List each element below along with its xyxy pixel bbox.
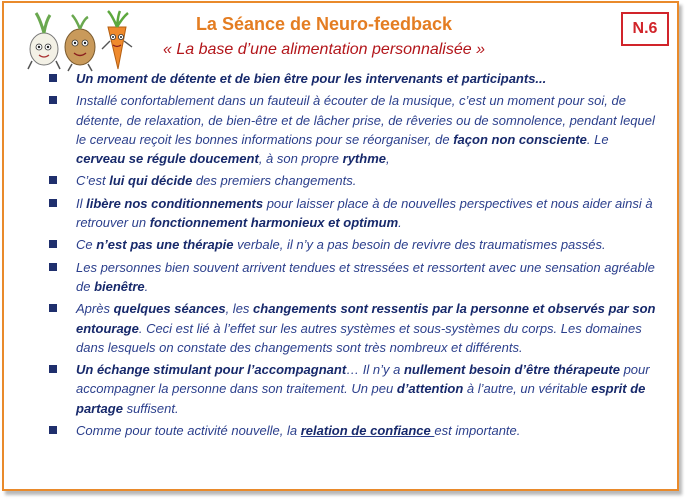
emphasis-text: d’attention	[396, 381, 464, 397]
bullet-text: Comme pour toute activité nouvelle, la	[76, 423, 301, 439]
bullet-text: .	[144, 278, 149, 294]
bullet-text: , les	[225, 301, 254, 317]
bullet-text: . Le	[586, 131, 609, 147]
square-bullet-icon	[49, 240, 57, 248]
emphasis-text: fonctionnement harmonieux et optimum	[149, 215, 399, 231]
bullet-text: C’est	[76, 173, 110, 189]
emphasis-text: lui qui décide	[109, 173, 193, 189]
document-code-badge: N.6	[621, 12, 669, 46]
bullet-text: Installé confortablement dans un fauteuil à écouter de la musique, c’est un moment pour soi, de détente, de relaxation, de bien-être et de lâcher prise, de rêveries ou de somnolence, pendant lequel le cerveau reçoit les bonnes informations pour se réorganiser, de	[76, 93, 655, 147]
square-bullet-icon	[49, 365, 57, 373]
page-title: La Séance de Neuro-feedback	[195, 14, 453, 34]
emphasis-text: relation de confiance	[300, 423, 435, 439]
bullet-text: des premiers changements.	[192, 173, 357, 189]
emphasis-text: Un échange stimulant pour l’accompagnant	[76, 362, 347, 378]
bullet-item	[4, 91, 669, 168]
bullet-text: … Il n’y a	[346, 362, 404, 378]
emphasis-text: cerveau se régule doucement	[76, 151, 259, 167]
bullet-item	[4, 194, 669, 233]
emphasis-text: n’est pas une thérapie	[96, 237, 234, 253]
square-bullet-icon	[49, 304, 57, 312]
bullet-text: Après	[76, 301, 114, 317]
square-bullet-icon	[49, 199, 57, 207]
bullet-text: suffisent.	[122, 400, 179, 416]
emphasis-text: bienêtre	[94, 278, 145, 294]
bullet-item	[4, 360, 669, 418]
bullet-text: Les personnes bien souvent arrivent tendues et stressées et ressortent avec une sensation agréable de	[76, 259, 655, 294]
bullet-list	[4, 69, 669, 440]
bullet-text: est importante.	[434, 423, 521, 439]
bullet-item	[4, 171, 669, 190]
bullet-text: pour accompagner la personne dans son traitement. Un peu	[76, 362, 650, 397]
square-bullet-icon	[49, 176, 57, 184]
bullet-item	[4, 299, 669, 357]
emphasis-text: Un moment de détente et de bien être pour les intervenants et participants...	[76, 71, 547, 86]
emphasis-text: quelques séances	[113, 301, 226, 317]
bullet-text: pour laisser place à de nouvelles perspectives et nous aider ainsi à retrouver un	[76, 195, 653, 231]
bullet-text: . Ceci est lié à l’effet sur les autres systèmes et sous-systèmes du corps. Les domaines dans lesquels on constate des changements sont très nombreux et différents.	[76, 320, 642, 355]
emphasis-text: rythme	[342, 151, 386, 167]
bullet-text: ,	[386, 151, 390, 167]
bullet-text: .	[398, 215, 402, 231]
bullet-text: verbale, il n’y a pas besoin de revivre des traumatismes passés.	[233, 237, 606, 253]
square-bullet-icon	[49, 263, 57, 271]
page-subtitle: « La base d’une alimentation personnalisée »	[162, 41, 485, 58]
bullet-item	[4, 235, 669, 254]
bullet-item	[4, 258, 669, 297]
bullet-text: , à son propre	[258, 151, 343, 167]
square-bullet-icon	[49, 426, 57, 434]
square-bullet-icon	[49, 74, 57, 82]
bullet-item	[4, 69, 669, 88]
emphasis-text: changements sont ressentis par la personne et observés par son entourage	[76, 301, 656, 336]
bullet-item	[4, 421, 669, 440]
info-card	[2, 1, 679, 491]
bullet-text: Ce	[76, 237, 97, 253]
bullet-text: à l’autre, un véritable	[463, 381, 592, 397]
bullet-text: Il	[76, 195, 87, 211]
emphasis-text: façon non consciente	[453, 131, 587, 147]
emphasis-text: esprit de partage	[76, 381, 646, 416]
emphasis-text: libère nos conditionnements	[86, 195, 264, 211]
square-bullet-icon	[49, 96, 57, 104]
emphasis-text: nullement besoin d’être thérapeute	[403, 362, 620, 378]
